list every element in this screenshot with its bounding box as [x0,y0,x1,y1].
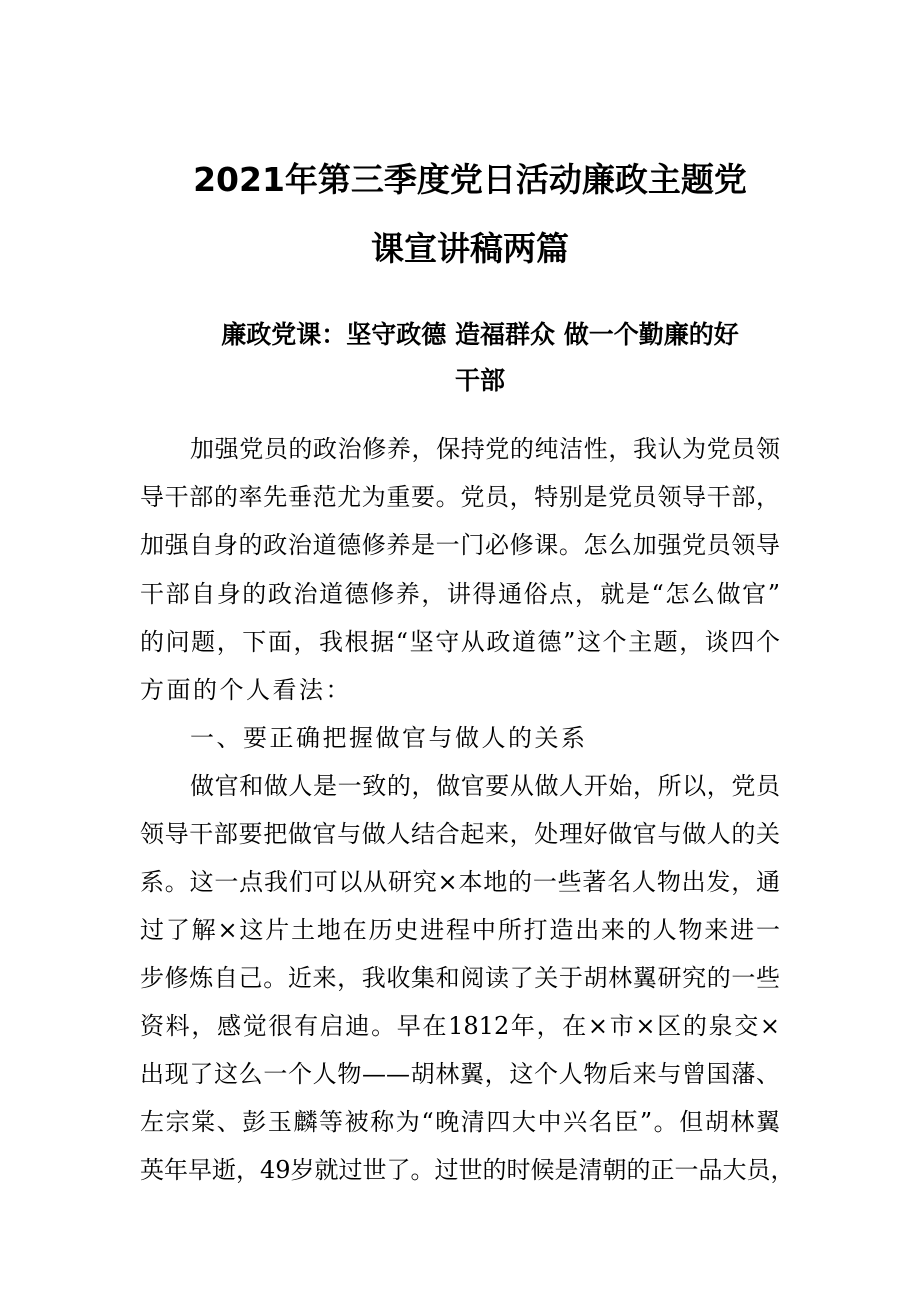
document-title-line-1: 2021年第三季度党日活动廉政主题党 [193,160,747,199]
body-line: 系。这一点我们可以从研究×本地的一些著名人物出发，通 [140,868,780,896]
section-heading-line-1: 廉政党课：坚守政德 造福群众 做一个勤廉的好 [221,320,739,349]
section-subheading: 一、要正确把握做官与做人的关系 [190,724,588,752]
body-line: 资料，感觉很有启迪。早在1812年，在×市×区的泉交× [140,1012,780,1040]
document-title-line-2: 课宣讲稿两篇 [371,229,569,268]
body-line: 步修炼自己。近来，我收集和阅读了关于胡林翼研究的一些 [140,964,780,992]
section-heading-line-2: 干部 [454,366,505,395]
body-line: 过了解×这片土地在历史进程中所打造出来的人物来进一 [140,916,780,944]
body-line: 左宗棠、彭玉麟等被称为“晚清四大中兴名臣”。但胡林翼 [140,1108,780,1136]
body-line: 导干部的率先垂范尤为重要。党员，特别是党员领导干部， [140,483,780,511]
body-line: 方面的个人看法： [140,676,352,704]
body-line: 干部自身的政治道德修养，讲得通俗点，就是“怎么做官” [140,580,780,608]
body-line: 加强党员的政治修养，保持党的纯洁性，我认为党员领 [190,435,780,463]
body-line: 加强自身的政治道德修养是一门必修课。怎么加强党员领导 [140,531,780,559]
body-line: 领导干部要把做官与做人结合起来，处理好做官与做人的关 [140,820,780,848]
body-line: 做官和做人是一致的，做官要从做人开始，所以，党员 [190,772,780,800]
body-line: 出现了这么一个人物——胡林翼，这个人物后来与曾国藩、 [140,1060,780,1088]
body-line: 的问题，下面，我根据“坚守从政道德”这个主题，谈四个 [140,628,780,656]
body-line: 英年早逝，49岁就过世了。过世的时候是清朝的正一品大员， [140,1156,795,1184]
